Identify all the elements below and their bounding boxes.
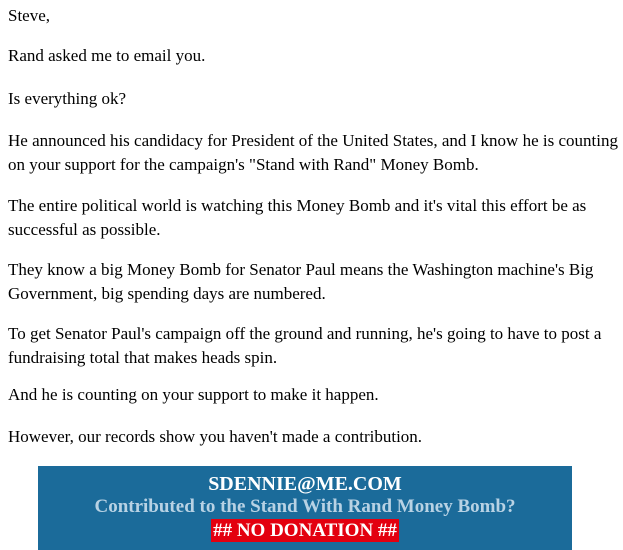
banner-status-row: [38, 519, 572, 542]
paragraph-support: And he is counting on your support to make it happen.: [8, 385, 379, 404]
paragraph-political-world: The entire political world is watching this Money Bomb and it's vital this effort be as successful as possible.: [8, 196, 587, 239]
no-donation-badge: ## NO DONATION ##: [213, 520, 397, 541]
donation-status-banner[interactable]: [38, 466, 572, 550]
greeting: Steve,: [8, 6, 51, 25]
paragraph-candidacy: He announced his candidacy for President of the United States, and I know he is counting on your support for the campaign's "Stand with Rand" Money Bomb.: [8, 131, 618, 174]
paragraph-fundraising: To get Senator Paul's campaign off the ground and running, he's going to have to post a fundraising total that makes heads spin.: [8, 324, 602, 367]
paragraph-intro: Rand asked me to email you.: [8, 46, 206, 65]
paragraph-washington: They know a big Money Bomb for Senator Paul means the Washington machine's Big Government, big spending days are numbered.: [8, 260, 594, 303]
paragraph-question: Is everything ok?: [8, 89, 127, 108]
banner-question: Contributed to the Stand With Rand Money Bomb?: [94, 496, 516, 517]
banner-email-address: SDENNIE@ME.COM: [208, 473, 402, 495]
paragraph-records: However, our records show you haven't made a contribution.: [8, 427, 423, 446]
